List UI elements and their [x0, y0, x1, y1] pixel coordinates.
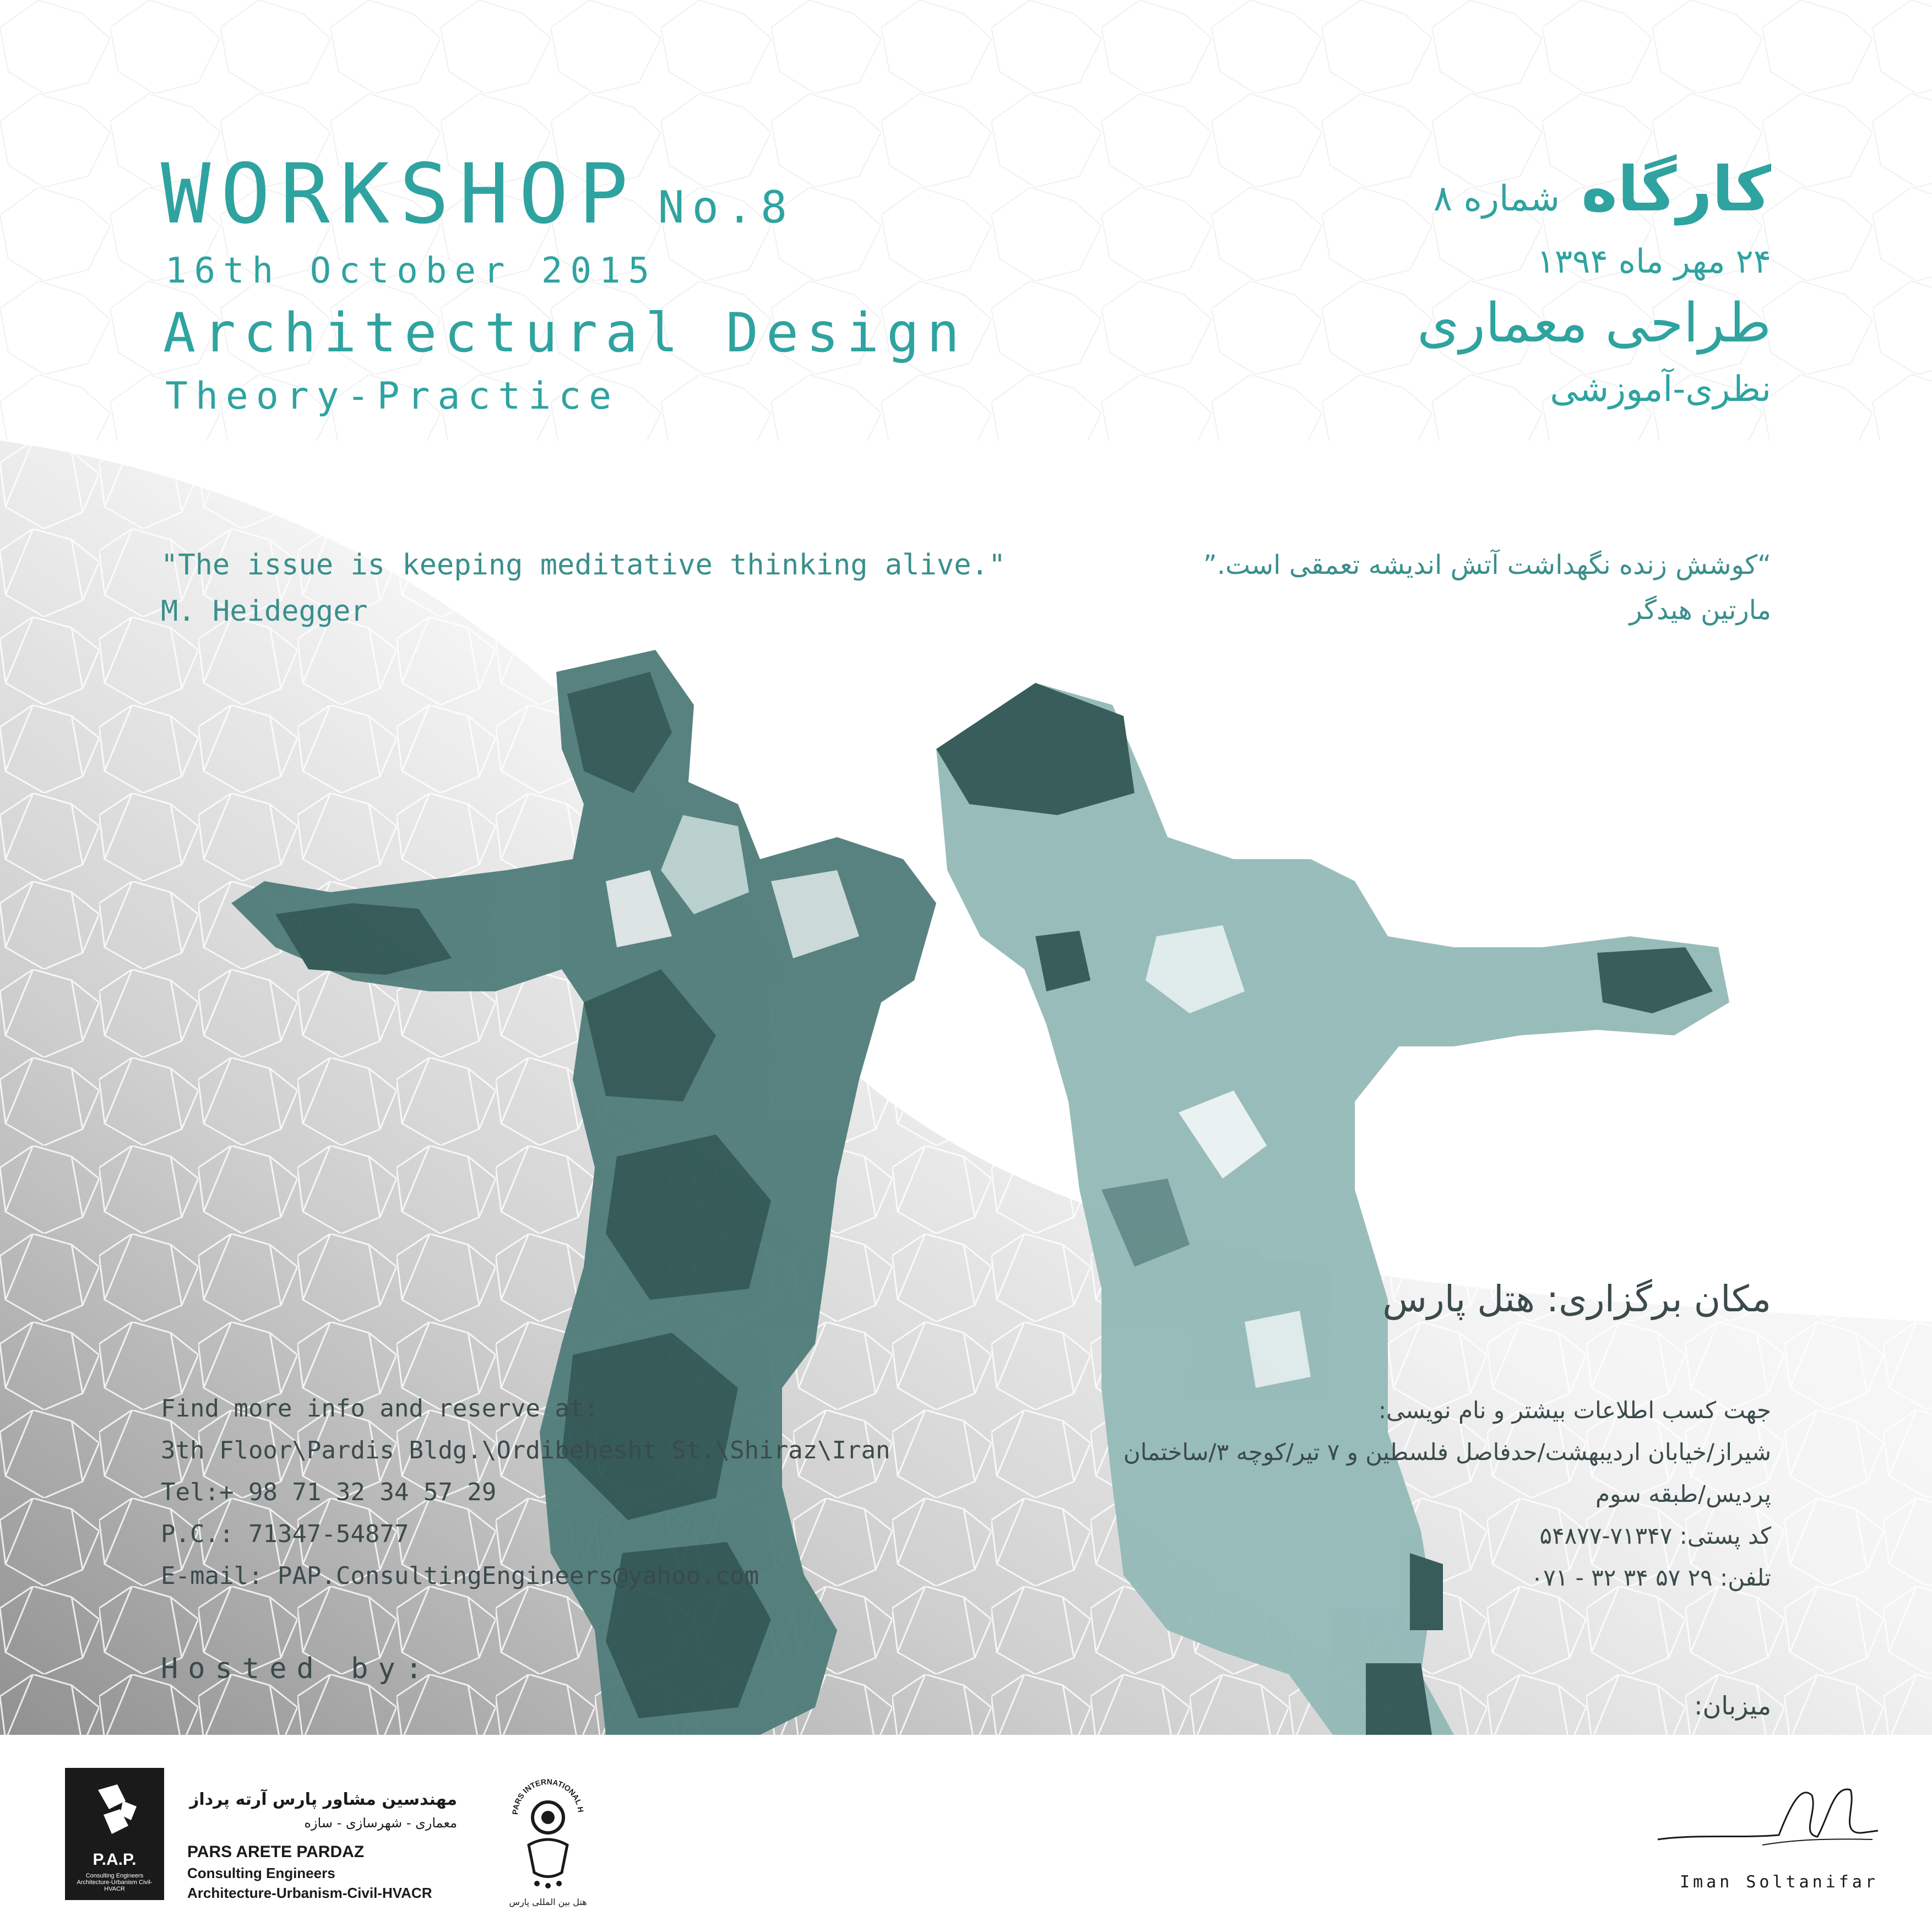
- pap-name-en: PARS ARETE PARDAZ: [187, 1843, 365, 1861]
- pap-logo-text: P.A.P.: [93, 1850, 137, 1869]
- pap-logo: [65, 1768, 164, 1900]
- workshop-subtitle-fa: نظری-آموزشی: [1550, 369, 1771, 410]
- workshop-title: WORKSHOP: [161, 146, 638, 242]
- workshop-subject-fa: طراحی معماری: [1417, 292, 1771, 355]
- workshop-date: 16th October 2015: [165, 251, 658, 291]
- tel-en: Tel:+ 98 71 32 34 57 29: [161, 1478, 497, 1506]
- pars-hotel-logo: [507, 1762, 589, 1917]
- pap-fields-fa: معماری - شهرسازی - سازه: [304, 1815, 457, 1831]
- sponsor-footer: [0, 1735, 1932, 1932]
- venue-fa: مکان برگزاری: هتل پارس: [1382, 1278, 1771, 1320]
- quote-author-en: M. Heidegger: [161, 595, 368, 628]
- postal-code-en: P.C.: 71347-54877: [161, 1520, 409, 1548]
- info-heading-fa: جهت کسب اطلاعات بیشتر و نام نویسی:: [1378, 1397, 1771, 1424]
- quote-en: "The issue is keeping meditative thinking alive.": [161, 549, 1006, 582]
- host-label-fa: میزبان:: [1694, 1691, 1771, 1721]
- pap-sub-en: Consulting Engineers: [187, 1865, 335, 1881]
- hosted-by-label: Hosted by:: [161, 1652, 433, 1685]
- address-fa-line1: شیراز/خیابان اردیبهشت/حدفاصل فلسطین و ۷ تیر/کوچه ۳/ساختمان: [1123, 1439, 1771, 1466]
- workshop-number: No.8: [658, 182, 795, 233]
- hotel-emblem-icon: [507, 1762, 589, 1895]
- info-heading-en: Find more info and reserve at:: [161, 1394, 599, 1423]
- quote-fa: “کوشش زنده نگهداشت آتش اندیشه تعمقی است.”: [1203, 550, 1771, 580]
- workshop-subtitle: Theory-Practice: [165, 375, 620, 418]
- designer-name: Iman Soltanifar: [1680, 1873, 1879, 1892]
- pap-logo-caption: Consulting Engineers Architecture-Urbanism Civil-HVACR: [77, 1873, 153, 1893]
- pap-name-fa: مهندسین مشاور پارس آرته پرداز: [189, 1790, 457, 1809]
- pap-logo-mark-icon: [65, 1768, 164, 1850]
- svg-text:PARS INTERNATIONAL HOTEL: PARS INTERNATIONAL H: [510, 1777, 585, 1815]
- email-en[interactable]: E-mail: PAP.ConsultingEngineers@yahoo.com: [161, 1562, 759, 1590]
- pap-fields-en: Architecture-Urbanism-Civil-HVACR: [187, 1885, 432, 1901]
- quote-author-fa: مارتین هیدگر: [1629, 595, 1771, 626]
- workshop-number-fa: شماره ۸: [1433, 178, 1560, 219]
- workshop-title-fa: کارگاه: [1581, 154, 1771, 225]
- workshop-date-fa: ۲۴ مهر ماه ۱۳۹۴: [1537, 242, 1771, 281]
- designer-signature-icon: [1652, 1773, 1884, 1856]
- address-en: 3th Floor\Pardis Bldg.\Ordibehesht St.\Shiraz\Iran: [161, 1436, 891, 1464]
- address-fa-line2: پردیس/طبقه سوم: [1595, 1480, 1771, 1507]
- hotel-logo-caption-fa: هتل بین المللی پارس: [509, 1897, 587, 1907]
- phone-fa: تلفن: ۲۹ ۵۷ ۳۴ ۳۲ - ۰۷۱: [1531, 1564, 1771, 1591]
- workshop-subject: Architectural Design: [163, 302, 968, 365]
- postal-code-fa: کد پستی: ۷۱۳۴۷-۵۴۸۷۷: [1539, 1522, 1771, 1549]
